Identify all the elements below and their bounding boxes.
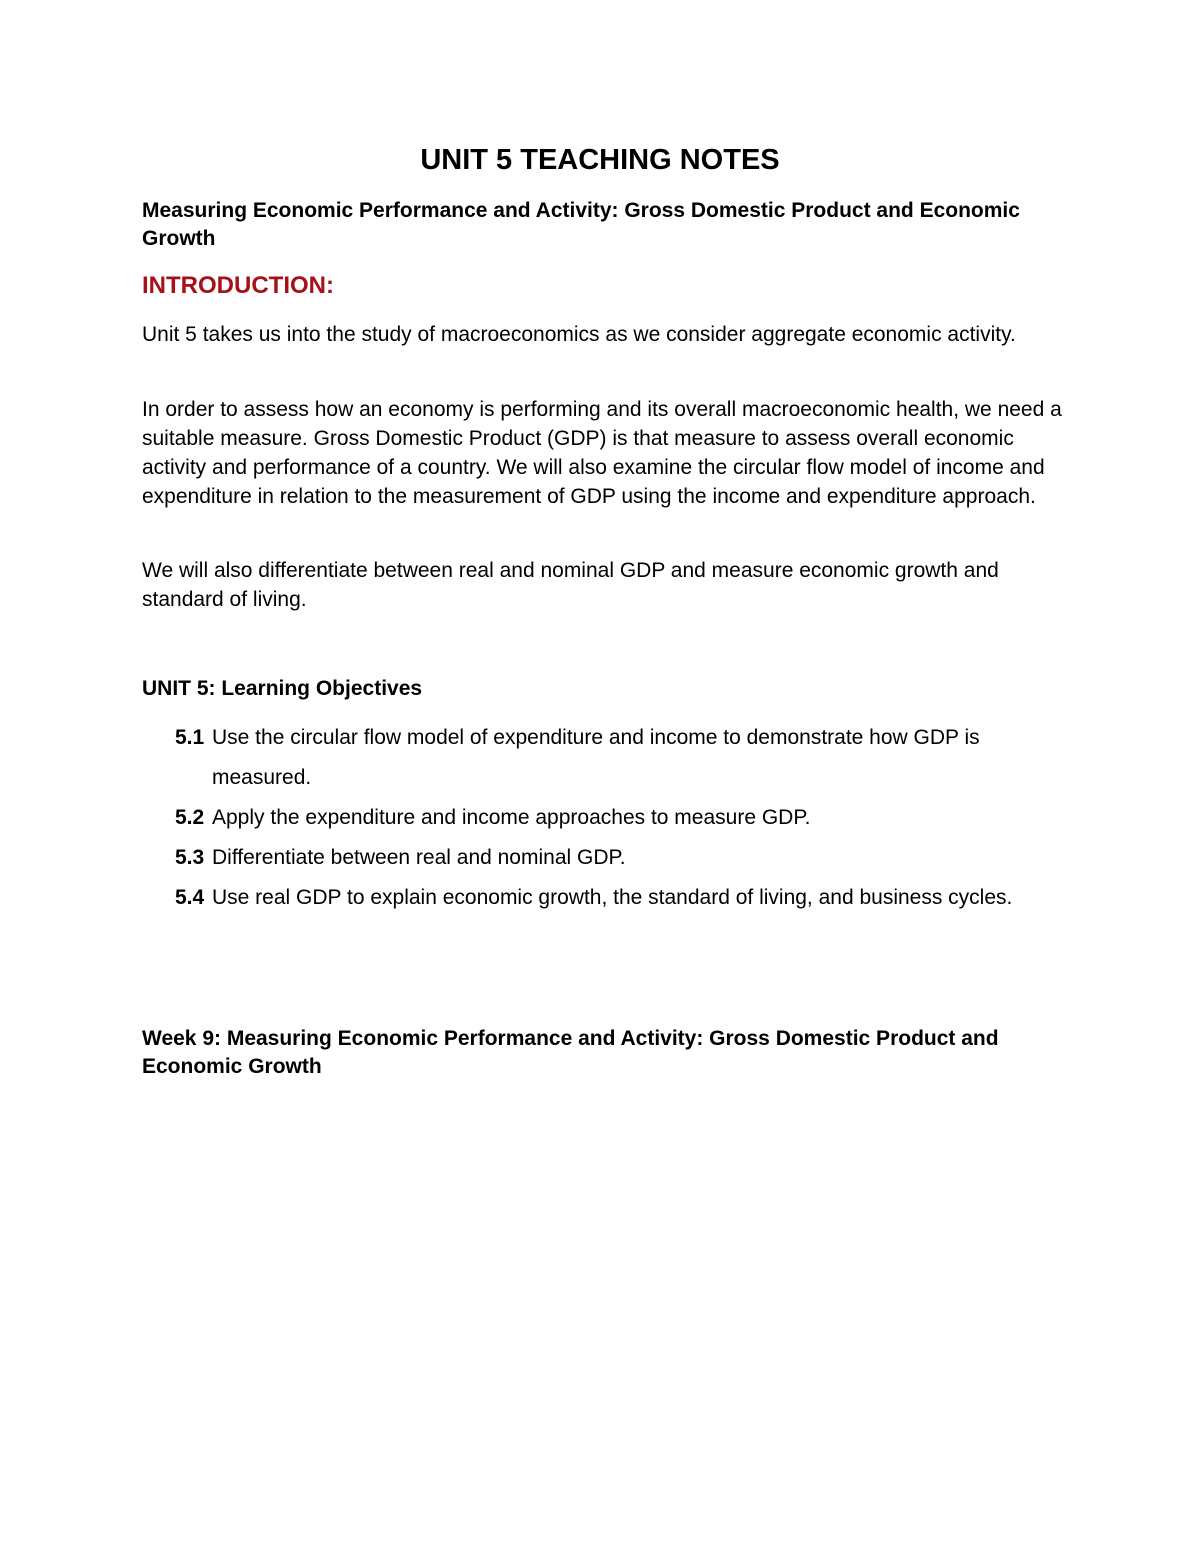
objective-number: 5.3 [175,846,205,869]
objective-item [142,718,1072,798]
intro-paragraph: Unit 5 takes us into the study of macroeconomics as we consider aggregate economic activity. [142,323,1016,346]
objective-text: Use real GDP to explain economic growth, the standard of living, and business cycles. [212,886,1013,909]
intro-paragraph: In order to assess how an economy is performing and its overall macroeconomic health, we need a suitable measure. Gross Domestic Product (GDP) is that measure to assess overall economic activity and performance of a country. We will also examine the circular flow model of income and expenditure in relation to the measurement of GDP using the income and expenditure approach. [142,398,1062,508]
objective-item [142,878,1072,918]
objective-number: 5.1 [175,726,205,749]
objective-item [142,798,1072,838]
objective-text: Apply the expenditure and income approaches to measure GDP. [212,806,811,829]
introduction-heading: INTRODUCTION: [142,272,334,299]
week-heading: Week 9: Measuring Economic Performance and Activity: Gross Domestic Product and Economic Growth [142,1027,999,1078]
objective-text: Use the circular flow model of expenditure and income to demonstrate how GDP is measured. [212,726,980,789]
objective-number: 5.4 [175,886,205,909]
learning-objectives-list [142,718,1072,918]
document-title: UNIT 5 TEACHING NOTES [420,144,780,176]
objective-number: 5.2 [175,806,205,829]
objective-text: Differentiate between real and nominal GDP. [212,846,626,869]
objective-item [142,838,1072,878]
learning-objectives-heading: UNIT 5: Learning Objectives [142,677,423,700]
intro-paragraph: We will also differentiate between real and nominal GDP and measure economic growth and standard of living. [142,559,999,611]
document-subtitle: Measuring Economic Performance and Activity: Gross Domestic Product and Economic Growth [142,199,1020,250]
